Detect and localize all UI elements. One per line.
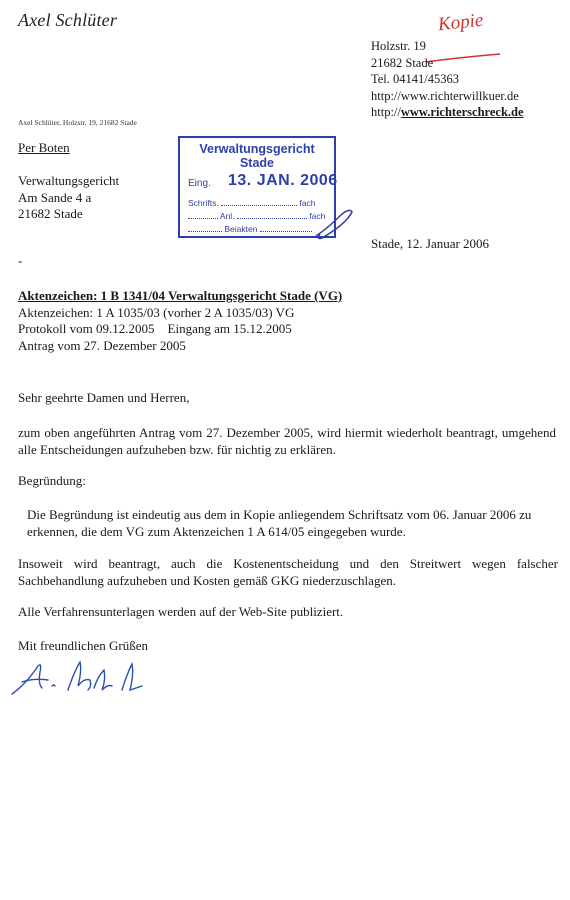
letterhead-name: Axel Schlüter: [18, 10, 118, 30]
salutation: Sehr geehrte Damen und Herren,: [18, 390, 190, 405]
stamp-beiakten-label: Beiakten: [224, 224, 258, 234]
paragraph-reasoning: Die Begründung ist eindeutig aus dem in Kopie anliegendem Schriftsatz vom 06. Januar 2006 zu erkennen, die dem VG zum Aktenzeichen 1 A 614/05 eingegeben wurde.: [27, 507, 532, 539]
stamp-title-line-1: Verwaltungsgericht: [199, 142, 315, 156]
closing-greeting: Mit freundlichen Grüßen: [18, 638, 148, 653]
handwritten-signature-icon: [8, 650, 158, 700]
place-date: Stade, 12. Januar 2006: [371, 236, 490, 251]
recipient-line-3: 21682 Stade: [18, 206, 83, 221]
sender-website-1[interactable]: http://www.richterwillkuer.de: [371, 88, 519, 103]
stamp-row-beiakten: [188, 224, 312, 234]
reference-line-2: Aktenzeichen: 1 A 1035/03 (vorher 2 A 1035/03) VG: [18, 304, 295, 320]
sender-website-2[interactable]: [371, 104, 524, 121]
recipient-line-2: Am Sande 4 a: [18, 189, 92, 205]
stamp-fach-2: fach: [309, 211, 326, 221]
recipient-line-1: Verwaltungsgericht: [18, 173, 120, 188]
paragraph-costs: Insoweit wird beantragt, auch die Kostenentscheidung und den Streitwert wegen falscher Sachbehandlung aufzuheben und Kosten gemäß GKG niederzuschlagen.: [18, 556, 558, 588]
recipient-address: [18, 173, 119, 223]
stamp-title-line-2: Stade: [239, 156, 275, 170]
dash-mark: -: [18, 253, 23, 268]
paragraph-publication: Alle Verfahrensunterlagen werden auf der Web-Site publiziert.: [18, 604, 344, 619]
reference-title: Aktenzeichen: 1 B 1341/04 Verwaltungsgericht Stade (VG): [18, 288, 343, 303]
stamp-anl-label: Anl.: [219, 211, 235, 221]
stamp-fach-1: fach: [299, 198, 316, 208]
reference-line-4: Antrag vom 27. Dezember 2005: [18, 337, 186, 353]
sender-phone: Tel. 04141/45363: [371, 72, 460, 86]
stamp-schrifts-label: Schrifts.: [188, 198, 219, 208]
website-2-prefix: http://: [371, 105, 401, 119]
reference-line-3: [18, 321, 342, 338]
reference-eingang: Eingang am 15.12.2005: [167, 321, 292, 336]
stamp-title: [180, 142, 334, 170]
sender-return-line: Axel Schlüter, Holzstr. 19, 21682 Stade: [18, 118, 137, 127]
copy-mark: Kopie: [436, 9, 485, 36]
stamp-row-schrifts: [188, 198, 316, 208]
reference-protokoll: Protokoll vom 09.12.2005: [18, 321, 155, 336]
reference-block: [18, 288, 342, 354]
sender-street: Holzstr. 19: [371, 39, 426, 53]
sender-address: [371, 38, 524, 121]
website-2-domain: www.richterschreck.de: [400, 105, 524, 119]
stamp-row-anl: [188, 211, 325, 221]
sender-city: 21682 Stade: [371, 55, 434, 70]
stamp-eing-label: Eing.: [188, 178, 211, 189]
begruendung-label: Begründung:: [18, 473, 86, 488]
stamp-date: 13. JAN. 2006: [228, 172, 338, 189]
delivery-method: Per Boten: [18, 140, 70, 155]
stamp-checkmark-icon: [312, 206, 356, 242]
paragraph-request: zum oben angeführten Antrag vom 27. Dezember 2005, wird hiermit wiederholt beantragt, umgehend alle Entscheidungen aufzuheben bzw. für nichtig zu erklären.: [18, 425, 556, 457]
